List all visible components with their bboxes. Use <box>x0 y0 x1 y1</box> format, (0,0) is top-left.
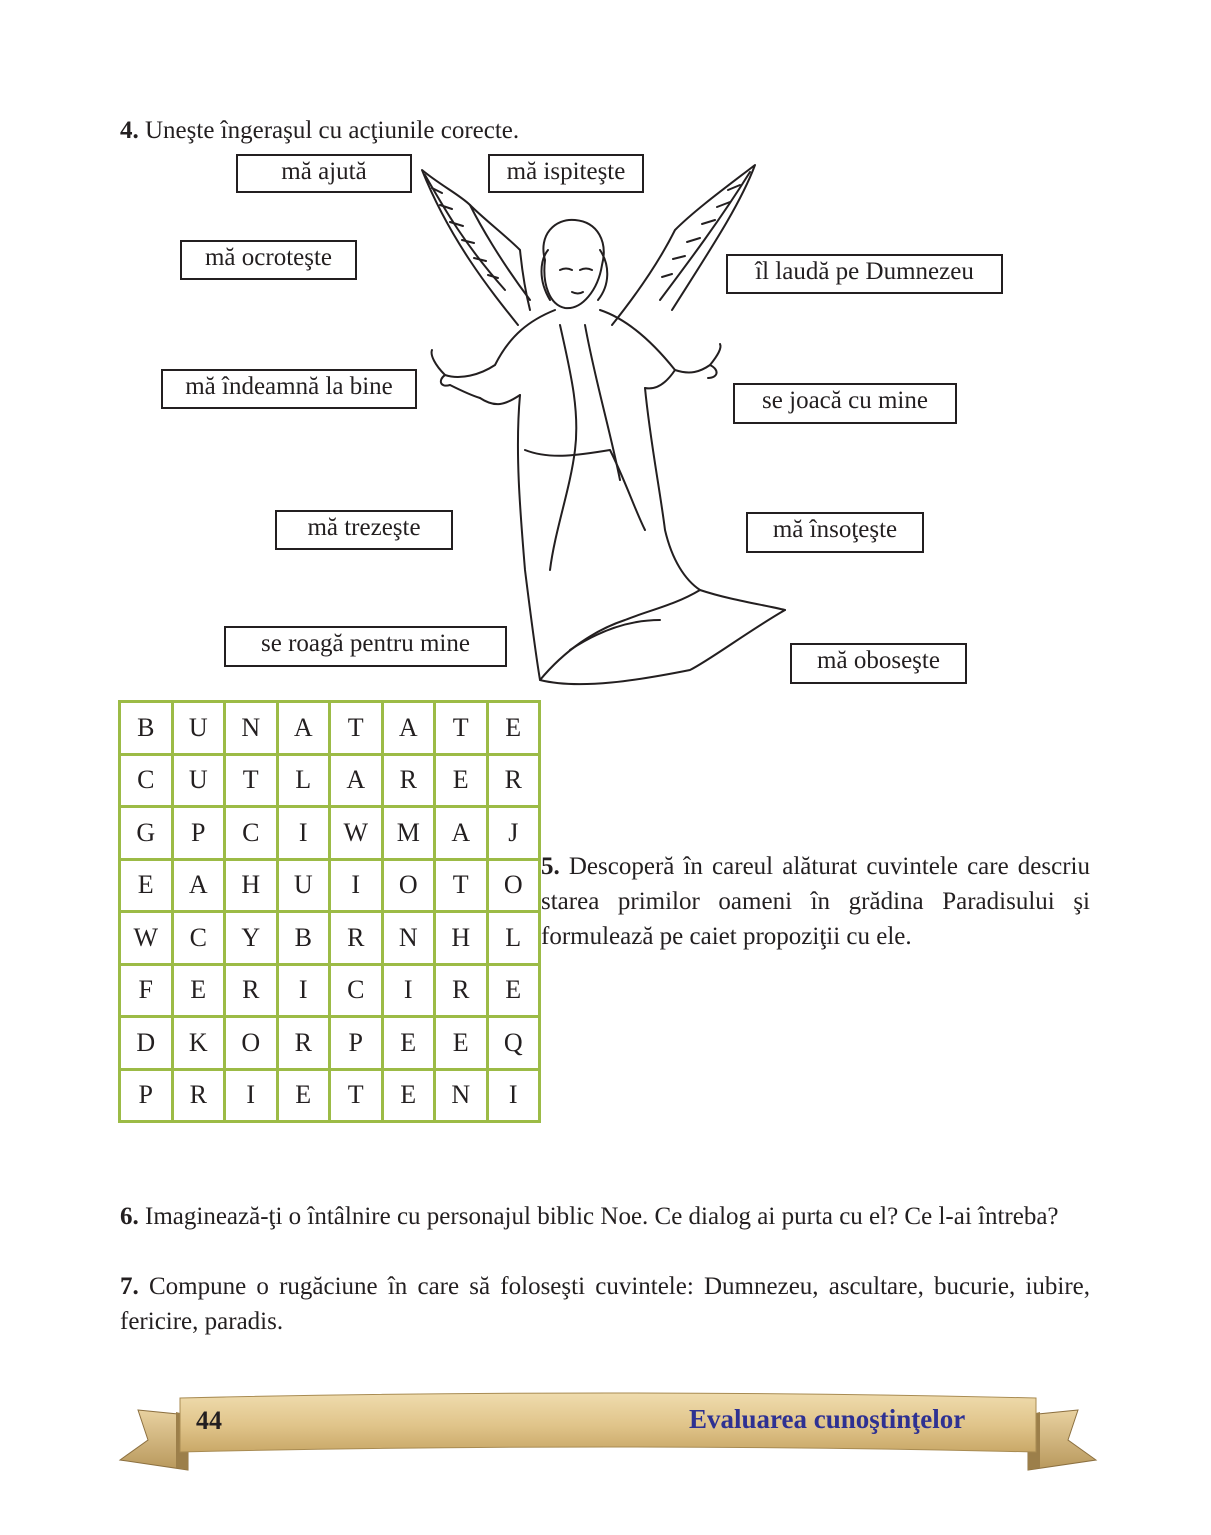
action-box-ma-indeamna[interactable]: mă îndeamnă la bine <box>161 369 417 409</box>
grid-cell[interactable]: T <box>330 1069 383 1122</box>
grid-cell[interactable]: Q <box>487 1017 540 1070</box>
grid-cell[interactable]: R <box>487 754 540 807</box>
grid-cell[interactable]: B <box>277 912 330 965</box>
grid-cell[interactable]: I <box>330 859 383 912</box>
action-box-se-joaca[interactable]: se joacă cu mine <box>733 383 957 424</box>
grid-row <box>120 754 540 807</box>
grid-cell[interactable]: A <box>172 859 225 912</box>
grid-cell[interactable]: H <box>225 859 278 912</box>
grid-cell[interactable]: R <box>172 1069 225 1122</box>
question-6-text: Imaginează-ţi o întâlnire cu personajul biblic Noe. Ce dialog ai purta cu el? Ce l-ai întreba? <box>145 1203 1059 1230</box>
grid-cell[interactable]: U <box>172 754 225 807</box>
grid-cell[interactable]: O <box>487 859 540 912</box>
grid-cell[interactable]: T <box>330 702 383 755</box>
grid-row <box>120 1017 540 1070</box>
word-search-grid <box>118 700 541 1123</box>
grid-cell[interactable]: E <box>120 859 173 912</box>
grid-cell[interactable]: I <box>382 964 435 1017</box>
grid-cell[interactable]: A <box>435 807 488 860</box>
grid-cell[interactable]: W <box>120 912 173 965</box>
grid-cell[interactable]: K <box>172 1017 225 1070</box>
grid-cell[interactable]: R <box>435 964 488 1017</box>
grid-cell[interactable]: E <box>435 1017 488 1070</box>
question-7-paragraph <box>120 1269 1090 1339</box>
grid-cell[interactable]: A <box>330 754 383 807</box>
grid-cell[interactable]: N <box>435 1069 488 1122</box>
grid-row <box>120 859 540 912</box>
grid-cell[interactable]: L <box>487 912 540 965</box>
grid-cell[interactable]: E <box>382 1017 435 1070</box>
grid-row <box>120 1069 540 1122</box>
grid-cell[interactable]: I <box>277 964 330 1017</box>
action-box-ma-trezeste[interactable]: mă trezeşte <box>275 510 453 550</box>
grid-cell[interactable]: A <box>382 702 435 755</box>
grid-row <box>120 964 540 1017</box>
grid-row <box>120 702 540 755</box>
grid-cell[interactable]: J <box>487 807 540 860</box>
grid-cell[interactable]: L <box>277 754 330 807</box>
grid-cell[interactable]: R <box>225 964 278 1017</box>
grid-cell[interactable]: I <box>225 1069 278 1122</box>
grid-row <box>120 912 540 965</box>
grid-cell[interactable]: P <box>120 1069 173 1122</box>
grid-cell[interactable]: E <box>277 1069 330 1122</box>
grid-cell[interactable]: P <box>172 807 225 860</box>
question-5-text: Descoperă în careul alăturat cuvintele care descriu starea primilor oameni în grădina Paradisului şi formulează pe caiet propoziţii cu ele. <box>541 853 1090 950</box>
action-box-ma-ajuta[interactable]: mă ajută <box>236 154 412 193</box>
grid-cell[interactable]: U <box>277 859 330 912</box>
right-wing <box>612 165 755 325</box>
grid-cell[interactable]: M <box>382 807 435 860</box>
angel-head <box>543 220 603 308</box>
grid-cell[interactable]: P <box>330 1017 383 1070</box>
question-5-paragraph <box>541 849 1090 954</box>
question-5-number: 5. <box>541 853 560 880</box>
grid-cell[interactable]: O <box>225 1017 278 1070</box>
grid-cell[interactable]: R <box>330 912 383 965</box>
left-wing <box>422 170 530 325</box>
question-7-number: 7. <box>120 1273 139 1300</box>
grid-cell[interactable]: T <box>225 754 278 807</box>
question-6-paragraph <box>120 1199 1090 1234</box>
action-box-ma-insoteste[interactable]: mă însoţeşte <box>746 512 924 553</box>
grid-row <box>120 807 540 860</box>
question-7-text: Compune o rugăciune în care să foloseşti cuvintele: Dumnezeu, ascultare, bucurie, iubire, fericire, paradis. <box>120 1273 1090 1335</box>
section-title: Evaluarea cunoştinţelor <box>689 1404 966 1434</box>
action-box-ma-ocroteste[interactable]: mă ocroteşte <box>180 240 357 280</box>
grid-cell[interactable]: N <box>382 912 435 965</box>
action-box-ma-oboseste[interactable]: mă oboseşte <box>790 643 967 684</box>
action-box-se-roaga[interactable]: se roagă pentru mine <box>224 626 507 667</box>
grid-cell[interactable]: E <box>382 1069 435 1122</box>
grid-cell[interactable]: R <box>382 754 435 807</box>
grid-cell[interactable]: T <box>435 702 488 755</box>
grid-cell[interactable]: R <box>277 1017 330 1070</box>
grid-cell[interactable]: E <box>487 964 540 1017</box>
grid-cell[interactable]: E <box>172 964 225 1017</box>
question-4-text: Uneşte îngeraşul cu acţiunile corecte. <box>145 117 520 144</box>
grid-cell[interactable]: D <box>120 1017 173 1070</box>
question-4-title <box>120 116 519 146</box>
page-number: 44 <box>196 1406 222 1435</box>
grid-cell[interactable]: F <box>120 964 173 1017</box>
grid-cell[interactable]: I <box>277 807 330 860</box>
grid-cell[interactable]: H <box>435 912 488 965</box>
grid-cell[interactable]: E <box>435 754 488 807</box>
right-hand <box>708 344 721 378</box>
grid-cell[interactable]: G <box>120 807 173 860</box>
grid-cell[interactable]: C <box>225 807 278 860</box>
grid-cell[interactable]: N <box>225 702 278 755</box>
action-box-ma-ispiteste[interactable]: mă ispiteşte <box>488 154 644 193</box>
grid-cell[interactable]: C <box>172 912 225 965</box>
question-4-number: 4. <box>120 117 139 144</box>
question-6-number: 6. <box>120 1203 139 1230</box>
grid-cell[interactable]: E <box>487 702 540 755</box>
grid-cell[interactable]: O <box>382 859 435 912</box>
grid-cell[interactable]: A <box>277 702 330 755</box>
grid-cell[interactable]: U <box>172 702 225 755</box>
grid-cell[interactable]: Y <box>225 912 278 965</box>
grid-cell[interactable]: C <box>120 754 173 807</box>
grid-cell[interactable]: W <box>330 807 383 860</box>
grid-cell[interactable]: C <box>330 964 383 1017</box>
action-box-il-lauda[interactable]: îl laudă pe Dumnezeu <box>726 254 1003 294</box>
angel-illustration <box>410 150 810 695</box>
grid-cell[interactable]: I <box>487 1069 540 1122</box>
grid-cell[interactable]: B <box>120 702 173 755</box>
grid-cell[interactable]: T <box>435 859 488 912</box>
